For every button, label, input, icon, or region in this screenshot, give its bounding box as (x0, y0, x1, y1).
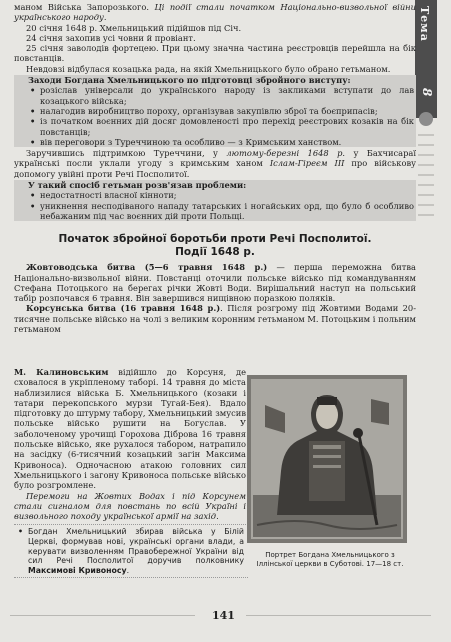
chapter-tab-label: Тема (418, 6, 431, 42)
paragraph-zhovti-vody: Жовтоводська битва (5—6 травня 1648 р.) — перша переможна битва Національно-визвольної війни. Повстанці оточили польське військо під командуванням Стефана Потоцького на берегах річки Жовті Води. Вирішальний наступ на польський табір розпочався 6 травня. Він завершився нищівною поразкою поляків. (14, 262, 416, 304)
problems-list (16, 190, 414, 221)
tab-dot-icon (419, 112, 433, 126)
portrait-figure (247, 375, 413, 568)
problems-heading: У такий спосіб гетьман розв'язав проблеми: (28, 180, 247, 191)
note-item: • Богдан Хмельницький збирав війська у Білій Церкві, формував нові, українські органи влади, а керувати визволенням Правобережної України від сил Речі Посполитої доручив полковнику Максимові Кривоносу. (28, 527, 244, 575)
list-item: • недостатності власної кінноти; (40, 190, 414, 200)
main-text-column (14, 2, 416, 334)
problems-box (14, 180, 416, 221)
measures-list (16, 85, 414, 147)
paragraph-rada: Невдовзі відбулася козацька рада, на якій Хмельницького було обрано гетьманом. (26, 63, 391, 74)
paragraph-intro: маном Війська Запорозького. Ці події стали початком Національно-визвольної війни українського народу. (14, 2, 416, 23)
list-item: • уникнення несподіваного нападу татарських і ногайських орд, що було б особливо небажаним під час воєнних дій проти Польщі. (40, 201, 414, 222)
tab-stripes (418, 134, 434, 224)
page-number: 141 (212, 609, 235, 622)
korsun-continued: М. Калиновським відійшло до Корсуня, де сховалося в укріпленому таборі. 14 травня до міста наблизилися війська Б. Хмельницького (козаки і татари перекопського мурзи Тугай-Бея). Вдало підготовку до штурму табору, Хмельницький змусив польське військо рушити на Богуслав. У заболоченому урочищі Горохова Діброва 16 травня польське військо, яке рухалося табором, натрапило на засідку (6-тисячний козацький загін Максима Кривоноса). Одночасною атакою головних сил Хмельницького і загону Кривоноса польське військо було розгромлене. Перемоги на Жовтих Водах і під Корсунем стали сигналом для повстань по всій Україні і визвольного походу української армії на захід. • Богдан Хмельницький збирав війська у Білій Церкві, формував нові, українські органи влади, а керувати визволенням Правобережної України від сил Речі Посполитої доручив полковнику Максимові Кривоносу. (14, 367, 416, 578)
date-line: 20 січня 1648 р. Хмельницький підійшов під Січ. (26, 22, 242, 33)
measures-heading: Заходи Богдана Хмельницького по підготовці збройного виступу: (28, 75, 351, 86)
measures-box (14, 75, 416, 147)
hetman-portrait-image (247, 375, 407, 543)
paragraph-significance: Перемоги на Жовтих Водах і під Корсунем стали сигналом для повстань по всій Україні і визвольного походу української армії на захід. (14, 490, 246, 522)
list-item: • налагодив виробництво пороху, організував закупівлю зброї та боєприпасів; (40, 106, 414, 116)
paragraph-korsun-lead: Корсунська битва (16 травня 1648 р.). Після розгрому під Жовтими Водами 20-тисячне польське військо на чолі з великим коронним гетьманом М. Потоцьким і польним гетьманом (14, 303, 416, 335)
date-line: 24 січня захопив усі човни й провіант. (26, 32, 196, 43)
section-title: Початок збройної боротьби проти Речі Посполитої. Події 1648 р. (58, 233, 372, 258)
list-item: • вів переговори з Туреччиною та особливо — з Кримським ханством. (40, 137, 414, 147)
list-item: • із початком воєнних дій досяг домовленості про перехід реєстрових козаків на бік повстанців; (40, 116, 414, 137)
note-box (14, 524, 248, 578)
portrait-caption: Портрет Богдана Хмельницького з Іллінської церкви в Суботові. 17—18 ст. (256, 551, 404, 568)
paragraph-alliance: Заручившись підтримкою Туреччини, у лютому-березні 1648 р. у Бахчисараї українські посли уклали угоду з кримським ханом Іслам-Гіреєм ІІІ про військову допомогу увійні проти Речі Посполитої. (14, 148, 417, 179)
chapter-tab (415, 0, 437, 118)
chapter-tab-number: 8 (420, 88, 434, 97)
list-item: • розіслав універсали до українського народу із закликами вступати до лав козацького війська; (40, 85, 414, 106)
date-line: 25 січня заволодів фортецею. При цьому значна частина реєстровців перейшла на бік повстанців. (14, 43, 416, 64)
